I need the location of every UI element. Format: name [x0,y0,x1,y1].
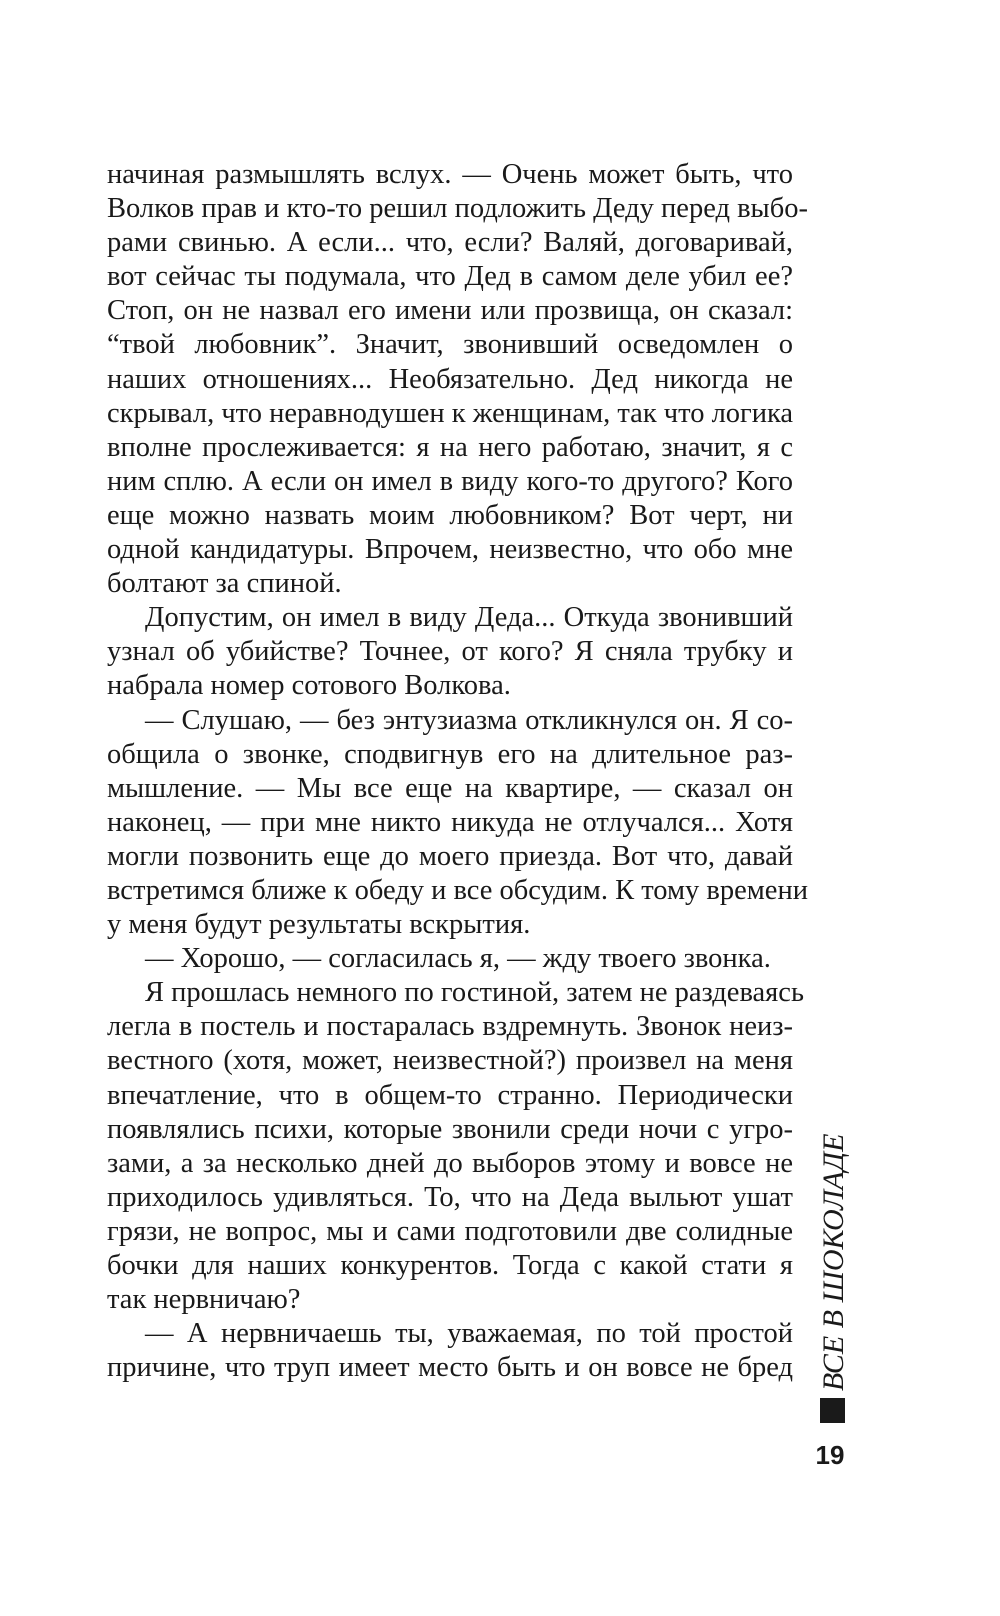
text-line: — А нервничаешь ты, уважаемая, по той простой [145,1318,793,1350]
text-line: болтают за спиной. [107,568,342,600]
text-line: у меня будут результаты вскрытия. [107,909,531,941]
text-line: легла в постель и постаралась вздремнуть. Звонок неиз- [107,1011,793,1043]
text-line: узнал об убийстве? Точнее, от кого? Я сняла трубку и [107,636,793,668]
text-line: рами свинью. А если... что, если? Валяй, договаривай, [107,227,793,259]
page-number: 19 [815,1440,845,1470]
text-line: начиная размышлять вслух. — Очень может быть, что [107,159,793,190]
text-line: вот сейчас ты подумала, что Дед в самом деле убил ее? [107,261,793,293]
text-line: встретимся ближе к обеду и все обсудим. К тому времени [107,874,808,906]
text-line: — Слушаю, — без энтузиазма откликнулся он. Я со- [145,704,793,736]
text-line: вестного (хотя, может, неизвестной?) произвел на меня [107,1045,793,1077]
text-line: ним сплю. А если он имел в виду кого-то другого? Кого [107,465,793,497]
text-line: мышление. — Мы все еще на квартире, — сказал он [107,772,793,804]
text-line: общила о звонке, сподвигнув его на длительное раз- [107,738,793,770]
text-line: наших отношениях... Необязательно. Дед никогда не [107,363,793,395]
running-title-marker [820,1398,845,1423]
text-line: — Хорошо, — согласилась я, — жду твоего звонка. [145,943,771,975]
text-line: приходилось удивляться. То, что на Деда выльют ушат [107,1181,793,1213]
text-line: Я прошлась немного по гостиной, затем не раздеваясь [145,977,804,1009]
text-line: Стоп, он не назвал его имени или прозвища, он сказал: [107,295,793,327]
text-line: вполне прослеживается: я на него работаю, значит, я с [107,431,793,463]
text-line: причине, что труп имеет место быть и он вовсе не бред [107,1352,793,1384]
text-line: впечатление, что в общем-то странно. Периодически [107,1079,793,1111]
text-line: появлялись психи, которые звонили среди ночи с угро- [107,1113,793,1145]
text-line: могли позвонить еще до моего приезда. Вот что, давай [107,840,793,872]
text-line: “твой любовник”. Значит, звонивший осведомлен о [107,329,793,361]
text-line: одной кандидатуры. Впрочем, неизвестно, что обо мне [107,534,793,566]
text-line: набрала номер сотового Волкова. [107,670,511,702]
text-line: Волков прав и кто-то решил подложить Деду перед выбо- [107,193,808,225]
text-line: скрывал, что неравнодушен к женщинам, так что логика [107,397,794,429]
text-line: наконец, — при мне никто никуда не отлучался... Хотя [107,806,793,838]
text-line: бочки для наших конкурентов. Тогда с какой стати я [107,1250,793,1281]
text-line: еще можно назвать моим любовником? Вот черт, ни [107,499,793,531]
text-line: так нервничаю? [107,1284,301,1316]
text-line: зами, а за несколько дней до выборов этому и вовсе не [107,1147,793,1179]
text-line: грязи, не вопрос, мы и сами подготовили две солидные [107,1215,793,1247]
running-title: ВСЕ В ШОКОЛАДЕ [817,1133,850,1391]
body-text [107,158,808,1385]
text-line: Допустим, он имел в виду Деда... Откуда звонивший [145,602,793,634]
